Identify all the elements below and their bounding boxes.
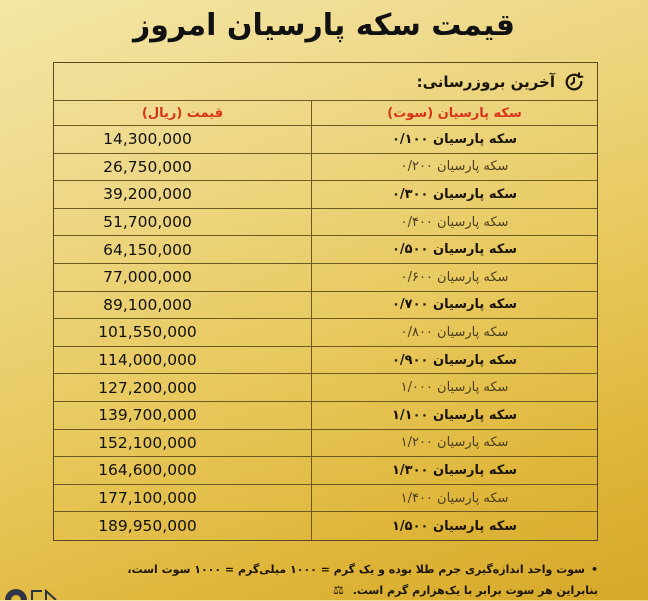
table-row [54,126,597,154]
footnote-line-2 [127,580,598,601]
coin-price-cell: 89,100,000 [103,295,192,314]
table-row [54,374,597,402]
coin-name-cell: سکه پارسیان ۱/۴۰۰ [311,485,597,512]
coin-price-cell: 101,550,000 [98,323,197,342]
table-row [54,319,597,347]
coin-price-cell: 139,700,000 [98,406,197,425]
clock-refresh-icon [563,71,585,93]
table-row [54,485,597,513]
coin-price-cell: 127,200,000 [98,378,197,397]
footnote-text-2: بنابراین هر سوت برابر با یک‌هزارم گرم است. [352,584,598,597]
coin-price-cell: 164,600,000 [98,461,197,480]
table-row [54,209,597,237]
coin-name-cell: سکه پارسیان ۰/۸۰۰ [311,319,597,346]
footnote [127,560,598,601]
coin-name-cell: سکه پارسیان ۱/۵۰۰ [311,512,597,540]
page-title: قیمت سکه پارسیان امروز [132,8,516,43]
coin-price-cell: 39,200,000 [103,185,192,204]
coin-name-cell: سکه پارسیان ۰/۵۰۰ [311,236,597,263]
coin-price-cell: 177,100,000 [98,489,197,508]
coin-name-cell: سکه پارسیان ۰/۹۰۰ [311,347,597,374]
coin-price-cell: 14,300,000 [103,130,192,149]
brand-logo-icon [2,585,62,600]
table-row [54,154,597,182]
column-header-price: قیمت (ریال) [141,105,224,121]
table-row [54,236,597,264]
footnote-text-1: سوت واحد اندازه‌گیری جرم طلا بوده و یک گرم = ۱۰۰۰ میلی‌گرم = ۱۰۰۰ سوت است، [127,563,585,576]
table-row [54,402,597,430]
bullet: • [590,563,598,576]
coin-price-cell: 114,000,000 [98,351,197,370]
scale-balance-icon: ⚖ [333,583,344,597]
coin-name-cell: سکه پارسیان ۰/۳۰۰ [311,181,597,208]
coin-name-cell: سکه پارسیان ۰/۲۰۰ [311,154,597,181]
coin-name-cell: سکه پارسیان ۰/۷۰۰ [311,292,597,319]
column-header-name: سکه پارسیان (سوت) [311,101,597,125]
last-update-label: آخرین بروزرسانی: [416,72,555,91]
table-row [54,264,597,292]
coin-price-cell: 26,750,000 [103,157,192,176]
coin-name-cell: سکه پارسیان ۱/۲۰۰ [311,430,597,457]
coin-name-cell: سکه پارسیان ۰/۶۰۰ [311,264,597,291]
table-row [54,457,597,485]
coin-name-cell: سکه پارسیان ۱/۱۰۰ [311,402,597,429]
last-update-row [54,63,597,101]
table-header [54,101,597,126]
table-row [54,430,597,458]
coin-price-cell: 77,000,000 [103,268,192,287]
table-row [54,347,597,375]
coin-price-cell: 51,700,000 [103,213,192,232]
coin-price-cell: 189,950,000 [98,517,197,536]
coin-price-cell: 152,100,000 [98,433,197,452]
table-row [54,181,597,209]
coin-price-cell: 64,150,000 [103,240,192,259]
table-row [54,292,597,320]
footnote-line-1 [127,560,598,580]
coin-name-cell: سکه پارسیان ۰/۴۰۰ [311,209,597,236]
table-row [54,512,597,540]
coin-name-cell: سکه پارسیان ۱/۰۰۰ [311,374,597,401]
coin-name-cell: سکه پارسیان ۰/۱۰۰ [311,126,597,153]
price-table [53,62,598,541]
coin-name-cell: سکه پارسیان ۱/۳۰۰ [311,457,597,484]
